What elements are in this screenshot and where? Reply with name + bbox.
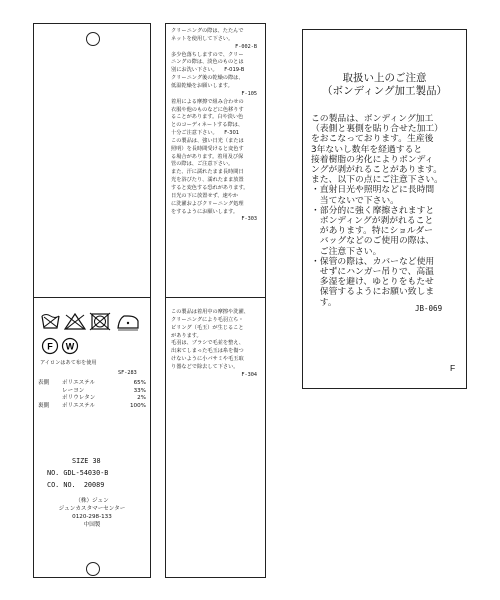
fold-line bbox=[34, 297, 150, 298]
notice-line: せずにハンガー吊りで、高温 bbox=[311, 267, 434, 277]
text-line: 多少色落ちしますので、クリー bbox=[171, 51, 244, 58]
customer-center: ジュンカスタマーセンター bbox=[58, 506, 126, 512]
text-line: クリーニングにより毛羽立ち・ bbox=[171, 316, 244, 323]
notice-line: ングが剥がれることがあります。 bbox=[311, 165, 443, 175]
text-line: に洗濯およびクリーニング処理 bbox=[171, 200, 244, 207]
text-line: とのコーディネートする際は、 bbox=[171, 122, 244, 129]
text-line: 毛羽は、ブラシで毛並を整え、 bbox=[171, 340, 244, 347]
text-line: クリーニング後の乾燥の際は、 bbox=[171, 75, 244, 82]
text-line: 着用による摩擦で組み合わせの bbox=[171, 98, 244, 105]
svg-text:W: W bbox=[65, 341, 75, 352]
notice-code: JB-069 bbox=[415, 304, 443, 313]
text-line: ネットを使用して下さい。 bbox=[171, 35, 234, 42]
text-line: 照明）を長時間受けると変色す bbox=[171, 145, 244, 152]
text-line: 出来てしまった毛玉は糸を傷つ bbox=[171, 348, 244, 355]
dry-clean-f-icon bbox=[43, 339, 58, 354]
notice-line: 接着樹脂の劣化によりボンディ bbox=[311, 154, 434, 165]
text-line: 日光の下に放置せず、速やか bbox=[171, 192, 239, 199]
tag-hole-top bbox=[86, 32, 100, 46]
text-line: 管の際は、ご注意下さい。 bbox=[171, 161, 234, 168]
no-bleach-icon bbox=[65, 314, 85, 329]
care-code: F-304 bbox=[241, 371, 257, 378]
notice-line: 多湿を避け、ゆとりをもたせ bbox=[311, 277, 434, 288]
text-line: ピリング（毛玉）が生じること bbox=[171, 324, 244, 331]
tag-hole-bottom bbox=[86, 562, 100, 576]
notice-line: ・部分的に強く摩擦されますと bbox=[311, 205, 435, 216]
care-symbol-row bbox=[40, 311, 146, 333]
text-line: クリーニングの際は、たたんで bbox=[171, 28, 244, 34]
origin: 中国製 bbox=[83, 522, 101, 528]
notice-line: ・保管の際は、カバーなど使用 bbox=[311, 256, 435, 267]
text-line: 低温乾燥をお願いします。 bbox=[171, 82, 233, 89]
text-line: 十分ご注意下さい。 F-301 bbox=[171, 130, 240, 137]
svg-text:F: F bbox=[47, 341, 53, 352]
notice-line: 保管するようにお願い致しま bbox=[311, 287, 435, 298]
text-line: この製品は、強い日光（または bbox=[171, 137, 244, 144]
care-code: F-303 bbox=[241, 216, 257, 223]
wet-clean-w-icon bbox=[63, 339, 78, 354]
iron-note: アイロンはあて布を使用 bbox=[40, 360, 97, 366]
no-tumble-dry-icon bbox=[90, 313, 110, 330]
notice-line: をおこなっております。生産後 bbox=[311, 134, 434, 145]
notice-line: ご注意下さい。 bbox=[311, 246, 382, 257]
notice-line: ・直射日光や照明などに長時間 bbox=[311, 185, 435, 196]
maker-name: （株）ジュン bbox=[75, 498, 109, 504]
notice-line: バッグなどのご使用の際は、 bbox=[311, 236, 435, 247]
phone-number: 0120-298-133 bbox=[72, 514, 112, 520]
text-line: また、汗に濡れたまま長時間日 bbox=[171, 169, 244, 176]
text-line: があります。 bbox=[171, 332, 202, 339]
style-number: NO. GDL-54030-B bbox=[47, 469, 109, 477]
text-line: る場合があります。着用及び保 bbox=[171, 153, 244, 160]
text-line: り器などで除去して下さい。 bbox=[171, 363, 239, 370]
fold-line bbox=[166, 297, 265, 298]
care-code: F-002-B bbox=[235, 43, 257, 50]
notice-line: この製品は、ボンディング加工 bbox=[311, 114, 434, 124]
notice-line: 3年ないし数年を経過すると bbox=[311, 144, 423, 155]
text-line: 別にお洗い下さい。 F-019-B bbox=[171, 67, 245, 74]
text-line: けないように小バサミや毛玉取 bbox=[171, 356, 244, 363]
text-line: 衣服や他のものなどに色移りす bbox=[171, 106, 244, 113]
text-line: をするようにお願いします。 bbox=[171, 208, 239, 215]
notice-title: 取扱い上のご注意 bbox=[342, 72, 427, 84]
co-number: CO. NO. 20089 bbox=[47, 481, 105, 489]
notice-line: （表側と裏側を貼り合せた加工） bbox=[311, 124, 443, 135]
text-line: 光を浴びたり、濡れたまま放置 bbox=[171, 177, 244, 184]
professional-care-row bbox=[40, 336, 110, 356]
notice-line: す。 bbox=[311, 297, 337, 308]
text-line: ニングの際は、淡色のものとは bbox=[171, 59, 244, 66]
text-line: すると変色する恐れがあります。 bbox=[171, 185, 249, 191]
notice-line: また、以下の点にご注意下さい。 bbox=[311, 175, 443, 186]
notice-subtitle: （ボンディング加工製品） bbox=[322, 85, 447, 97]
size-mark: F bbox=[450, 363, 456, 373]
care-label-symbols: F W アイロンはあて布を使用 SF-283 表側 ポリエステル 65% レーヨン 33% ポリウレタン 2% 裏側 ポリエステル 100% SIZE 38 NO. GDL-54030-B CO. NO. 20089 （株）ジュン ジュンカスタマーセンター 0120-298-133 中国製 bbox=[33, 23, 151, 578]
care-code: F-105 bbox=[241, 90, 257, 97]
size-line: SIZE 38 bbox=[72, 457, 101, 465]
text-line: ることがあります。白や淡い色 bbox=[171, 114, 244, 121]
text-line: この製品は着用中の摩擦や洗濯、 bbox=[171, 309, 249, 315]
care-label-instructions bbox=[165, 23, 266, 578]
bonding-notice-label bbox=[302, 29, 467, 389]
notice-line: 当てないで下さい。 bbox=[311, 195, 399, 206]
iron-low-icon bbox=[118, 316, 138, 330]
wash-tub-40-icon bbox=[42, 315, 59, 329]
notice-line: があります。特にショルダー bbox=[311, 226, 433, 237]
notice-line: ボンディングが剥がれること bbox=[311, 216, 434, 226]
symbol-code: SF-283 bbox=[118, 370, 137, 376]
